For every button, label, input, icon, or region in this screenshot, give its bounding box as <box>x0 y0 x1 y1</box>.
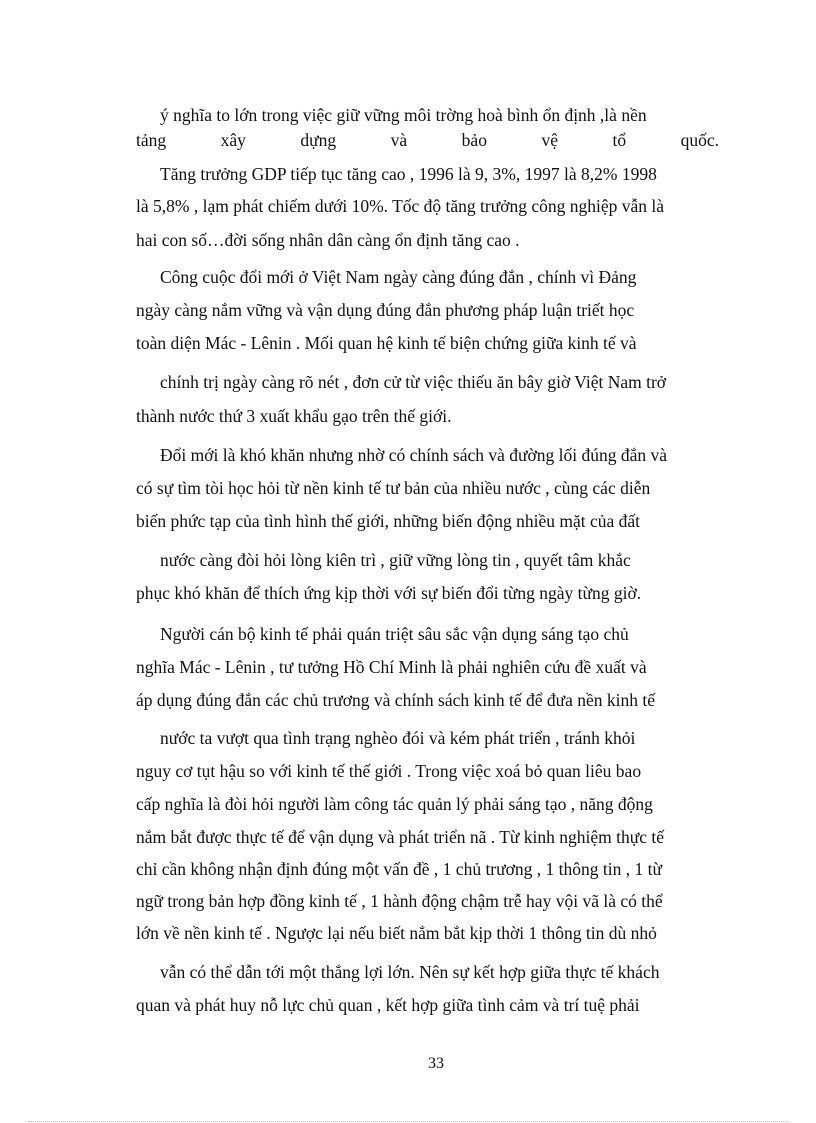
text-line: vẫn có thể dẫn tới một thắng lợi lớn. Nên sự kết hợp giữa thực tế khách <box>160 962 660 982</box>
text-line: nước ta vượt qua tình trạng nghèo đói và kém phát triển , tránh khỏi <box>160 728 636 748</box>
text-line: quan và phát huy nỗ lực chủ quan , kết hợp giữa tình cảm và trí tuệ phải <box>136 995 640 1015</box>
text-line: hai con số…đời sống nhân dân càng ổn định tăng cao . <box>136 230 520 250</box>
text-line: ngữ trong bản hợp đồng kinh tế , 1 hành động chậm trễ hay vội vã là có thể <box>136 891 663 911</box>
text-line: Đổi mới là khó khăn nhưng nhờ có chính sách và đường lối đúng đắn và <box>160 445 667 465</box>
text-line: nước càng đòi hỏi lòng kiên trì , giữ vững lòng tin , quyết tâm khắc <box>160 550 631 570</box>
text-line: Tăng trưởng GDP tiếp tục tăng cao , 1996 là 9, 3%, 1997 là 8,2% 1998 <box>160 164 657 184</box>
text-line: Người cán bộ kinh tế phải quán triệt sâu sắc vận dụng sáng tạo chủ <box>160 624 629 644</box>
text-line: nguy cơ tụt hậu so với kinh tế thế giới . Trong việc xoá bỏ quan liêu bao <box>136 761 642 781</box>
text-line: ngày càng nắm vững và vận dụng đúng đắn phương pháp luận triết học <box>136 300 635 320</box>
text-line: nghĩa Mác - Lênin , tư tưởng Hồ Chí Minh là phải nghiên cứu đề xuất và <box>136 657 647 677</box>
page-number: 33 <box>428 1055 444 1072</box>
page-bottom-rule <box>28 1121 788 1122</box>
text-line: chỉ cần không nhận định đúng một vấn đề , 1 chủ trương , 1 thông tin , 1 từ <box>136 859 662 879</box>
text-line: lớn về nền kinh tế . Ngược lại nếu biết nắm bắt kịp thời 1 thông tin dù nhỏ <box>136 923 657 943</box>
text-line: tảng xây dựng và bảo vệ tổ quốc. <box>136 130 719 150</box>
text-line: chính trị ngày càng rõ nét , đơn cử từ việc thiếu ăn bây giờ Việt Nam trở <box>160 372 667 392</box>
text-line: có sự tìm tòi học hỏi từ nền kinh tế tư bản của nhiều nước , cùng các diễn <box>136 478 651 498</box>
text-line: toàn diện Mác - Lênin . Mối quan hệ kinh tế biện chứng giữa kinh tế và <box>136 333 637 353</box>
text-line: áp dụng đúng đắn các chủ trương và chính sách kinh tế để đưa nền kinh tế <box>136 690 656 710</box>
text-line: thành nước thứ 3 xuất khẩu gạo trên thế giới. <box>136 406 452 426</box>
text-line: cấp nghĩa là đòi hỏi người làm công tác quản lý phải sáng tạo , năng động <box>136 794 653 814</box>
text-line: biến phức tạp của tình hình thế giới, những biến động nhiều mặt của đất <box>136 511 641 531</box>
text-line: nắm bắt được thực tế để vận dụng và phát triển nã . Từ kinh nghiệm thực tế <box>136 827 664 847</box>
text-line: phục khó khăn để thích ứng kịp thời với sự biến đổi từng ngày từng giờ. <box>136 583 642 603</box>
text-line: Công cuộc đổi mới ở Việt Nam ngày càng đúng đắn , chính vì Đảng <box>160 267 637 287</box>
text-line: là 5,8% , lạm phát chiếm dưới 10%. Tốc độ tăng trưởng công nghiệp vẫn là <box>136 196 665 216</box>
text-line: ý nghĩa to lớn trong việc giữ vững môi trờng hoà bình ổn định ,là nền <box>160 105 647 125</box>
